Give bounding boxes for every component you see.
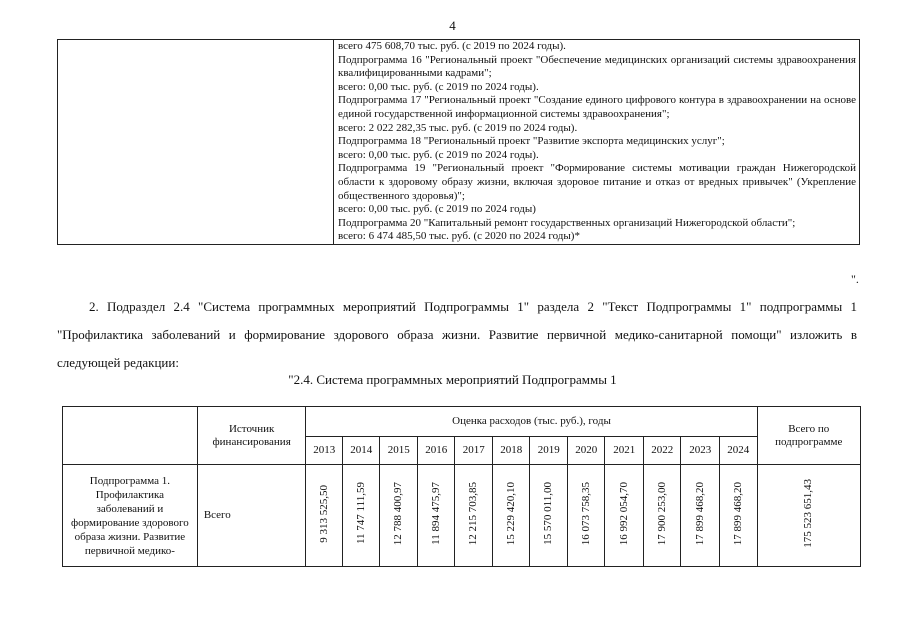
year-value: 9 313 525,50 xyxy=(317,484,330,543)
page-number: 4 xyxy=(449,18,456,33)
subprogram-line: всего: 0,00 тыс. руб. (с 2019 по 2024 годы). xyxy=(338,148,539,161)
source-header: Источник финансирования xyxy=(197,407,306,465)
year-value-cell xyxy=(455,465,493,567)
subprograms-text-cell xyxy=(334,40,860,245)
subprogram-line: всего 475 608,70 тыс. руб. (с 2019 по 2024 годы). xyxy=(338,40,566,52)
subprogram-name: Подпрограмма 1. Профилактика заболеваний и формирование здорового образа жизни. Развитие первичной медико- xyxy=(63,465,198,567)
year-header: 2017 xyxy=(455,437,493,465)
total-header: Всего по подпрограмме xyxy=(757,407,861,465)
year-value-cell xyxy=(342,465,380,567)
total-value: 175 523 651,43 xyxy=(802,479,815,548)
name-header-cell xyxy=(63,407,198,465)
year-header: 2013 xyxy=(306,437,342,465)
year-header: 2020 xyxy=(567,437,605,465)
year-value: 12 215 703,85 xyxy=(467,481,480,546)
subprogram-line: всего: 6 474 485,50 тыс. руб. (с 2020 по 2024 годы)* xyxy=(338,230,580,243)
subprogram-line: всего: 2 022 282,35 тыс. руб. (с 2019 по 2024 годы). xyxy=(338,121,578,134)
year-header: 2016 xyxy=(417,437,455,465)
subprograms-label-cell xyxy=(58,40,334,245)
year-header: 2024 xyxy=(720,437,758,465)
subprogram-line: Подпрограмма 17 "Региональный проект "Создание единого цифрового контура в здравоохранении на основе единой государственной информационной системы здравоохранения"; xyxy=(338,94,856,120)
year-header: 2022 xyxy=(643,437,681,465)
year-value-cell xyxy=(530,465,568,567)
source-value: Всего xyxy=(197,465,306,567)
year-header: 2018 xyxy=(492,437,530,465)
year-value-cell xyxy=(306,465,342,567)
closing-quote: ". xyxy=(851,272,859,286)
year-value: 17 899 468,20 xyxy=(693,481,706,546)
subprogram-line: всего: 0,00 тыс. руб. (с 2019 по 2024 годы) xyxy=(338,203,536,216)
estimate-header: Оценка расходов (тыс. руб.), годы xyxy=(306,407,757,437)
year-value: 16 073 758,35 xyxy=(579,481,592,546)
year-value-cell xyxy=(643,465,681,567)
subprogram-line: всего: 0,00 тыс. руб. (с 2019 по 2024 годы). xyxy=(338,80,539,93)
subprograms-table xyxy=(57,39,860,245)
amendment-paragraph: 2. Подраздел 2.4 "Система программных мероприятий Подпрограммы 1" раздела 2 "Текст Подпрограммы 1" подпрограммы 1 "Профилактика заболеваний и формирование здорового образа жизни. Развитие первичной медико-санитарной помощи" изложить в следующей редакции: xyxy=(57,299,857,370)
year-value: 11 747 111,59 xyxy=(354,482,367,545)
year-header: 2021 xyxy=(605,437,644,465)
subprogram-line: Подпрограмма 20 "Капитальный ремонт государственных организаций Нижегородской области"; xyxy=(338,216,796,229)
year-value: 17 900 253,00 xyxy=(655,481,668,546)
year-value-cell xyxy=(681,465,720,567)
year-value-cell xyxy=(720,465,758,567)
year-value-cell xyxy=(605,465,644,567)
subprogram-line: Подпрограмма 16 "Региональный проект "Обеспечение медицинских организаций системы здравоохранения квалифицированными кадрами"; xyxy=(338,53,856,80)
year-header: 2019 xyxy=(530,437,568,465)
year-value-cell xyxy=(492,465,530,567)
year-value: 17 899 468,20 xyxy=(731,481,744,546)
year-value: 15 570 011,00 xyxy=(542,482,555,545)
year-value: 11 894 475,97 xyxy=(429,482,442,545)
program-measures-table xyxy=(62,406,861,567)
subprogram-line: Подпрограмма 19 "Региональный проект "Формирование системы мотивации граждан Нижегородской области к здоровому образу жизни, включая здоровое питание и отказ от вредных привычек" (Укрепление общественного здоровья)"; xyxy=(338,162,856,202)
section-subtitle: "2.4. Система программных мероприятий Подпрограммы 1 xyxy=(288,372,617,387)
subprogram-line: Подпрограмма 18 "Региональный проект "Развитие экспорта медицинских услуг"; xyxy=(338,135,725,148)
year-header: 2015 xyxy=(380,437,418,465)
year-value: 16 992 054,70 xyxy=(617,481,630,546)
year-value: 15 229 420,10 xyxy=(504,481,517,546)
year-header: 2014 xyxy=(342,437,380,465)
total-value-cell xyxy=(757,465,861,567)
year-value-cell xyxy=(380,465,418,567)
year-value-cell xyxy=(417,465,455,567)
year-header: 2023 xyxy=(681,437,720,465)
year-value: 12 788 400,97 xyxy=(392,481,405,546)
year-value-cell xyxy=(567,465,605,567)
